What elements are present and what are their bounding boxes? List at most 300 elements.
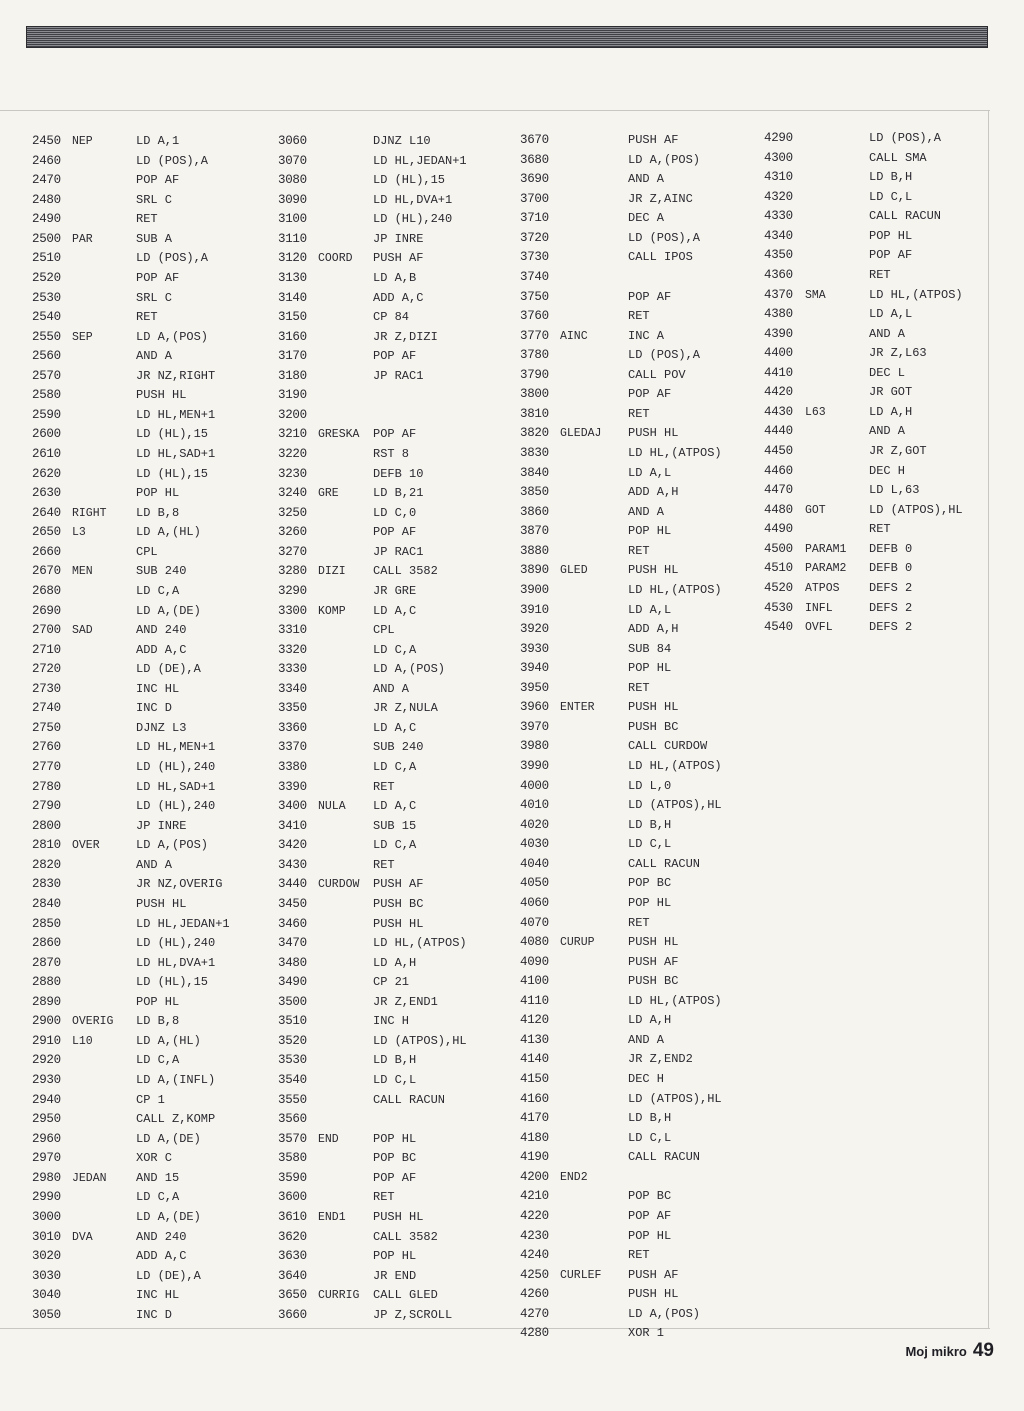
line-number: 4360	[764, 267, 793, 282]
code-instruction: RST 8	[373, 447, 410, 461]
line-number: 3360	[278, 720, 307, 735]
code-instruction: SUB 240	[373, 740, 424, 755]
code-instruction: LD A,H	[869, 404, 913, 419]
line-number: 4200	[520, 1169, 549, 1184]
code-instruction: LD (HL),240	[373, 212, 453, 227]
line-number: 3970	[520, 719, 549, 734]
line-number: 2990	[32, 1190, 61, 1205]
code-instruction: LD A,(DE)	[136, 603, 201, 618]
code-instruction: POP HL	[628, 524, 672, 539]
code-instruction: LD C,0	[373, 505, 417, 520]
line-number: 3930	[520, 641, 549, 656]
code-instruction: DEC L	[869, 365, 906, 380]
line-number: 2850	[32, 916, 61, 931]
code-instruction: LD C,L	[628, 837, 672, 852]
line-number: 3300	[278, 603, 307, 618]
code-instruction: LD A,C	[373, 799, 417, 814]
code-instruction: CALL RACUN	[869, 209, 942, 224]
code-instruction: SUB 84	[628, 641, 672, 656]
code-instruction: CALL 3582	[373, 1229, 438, 1244]
line-number: 3480	[278, 955, 307, 970]
code-instruction: CALL POV	[628, 367, 686, 382]
code-instruction: POP AF	[869, 248, 913, 263]
line-number: 2610	[32, 447, 61, 461]
line-number: 4090	[520, 954, 549, 969]
line-number: 4190	[520, 1150, 549, 1165]
line-number: 2980	[32, 1170, 61, 1185]
line-number: 2670	[32, 564, 61, 579]
code-instruction: DEFS 2	[869, 600, 913, 615]
code-label: SMA	[805, 288, 826, 302]
line-number: 2930	[32, 1073, 61, 1087]
code-instruction: LD A,(DE)	[136, 1209, 201, 1224]
line-number: 3750	[520, 289, 549, 304]
code-label: GRE	[318, 487, 339, 501]
code-instruction: JP Z,SCROLL	[373, 1307, 453, 1322]
line-number: 4230	[520, 1228, 549, 1243]
line-number: 4010	[520, 798, 549, 813]
code-label: OVFL	[805, 621, 833, 635]
code-instruction: JR Z,L63	[869, 346, 927, 361]
code-instruction: LD A,(INFL)	[136, 1073, 216, 1087]
code-instruction: LD B,H	[869, 170, 913, 185]
code-instruction: LD (POS),A	[136, 153, 209, 168]
code-instruction: ADD A,H	[628, 485, 679, 500]
code-instruction: SUB 15	[373, 818, 417, 833]
line-number: 3730	[520, 250, 549, 265]
code-instruction: LD HL,SAD+1	[136, 447, 216, 461]
line-number: 3490	[278, 975, 307, 990]
code-instruction: PUSH HL	[136, 896, 187, 911]
code-instruction: LD A,(HL)	[136, 525, 201, 540]
code-instruction: INC D	[136, 701, 173, 716]
line-number: 4450	[764, 444, 793, 458]
code-instruction: POP AF	[373, 525, 417, 540]
code-instruction: DEC H	[869, 463, 906, 478]
code-instruction: CALL GLED	[373, 1288, 438, 1303]
line-number: 4430	[764, 404, 793, 419]
line-number: 3200	[278, 407, 307, 422]
code-instruction: JR Z,END1	[373, 994, 438, 1009]
code-instruction: DEFB 10	[373, 466, 424, 481]
line-number: 3000	[32, 1209, 61, 1224]
line-number: 3280	[278, 564, 307, 579]
line-number: 2860	[32, 936, 61, 951]
line-number: 2810	[32, 838, 61, 853]
line-number: 2740	[32, 701, 61, 716]
line-number: 3660	[278, 1307, 307, 1322]
line-number: 3050	[32, 1307, 61, 1322]
code-instruction: LD A,(POS)	[136, 838, 209, 853]
line-number: 4120	[520, 1013, 549, 1028]
code-instruction: JR Z,AINC	[628, 191, 693, 206]
code-instruction: POP AF	[373, 349, 417, 364]
code-instruction: SUB A	[136, 231, 173, 246]
line-number: 4060	[520, 895, 549, 910]
line-number: 3550	[278, 1092, 307, 1107]
line-number: 4350	[764, 248, 793, 263]
code-instruction: JP INRE	[373, 231, 424, 246]
code-instruction: LD (HL),240	[136, 936, 216, 951]
line-number: 2920	[32, 1053, 61, 1068]
code-instruction: PUSH HL	[628, 426, 679, 441]
code-instruction: XOR C	[136, 1151, 173, 1166]
line-number: 2800	[32, 818, 61, 833]
code-instruction: AND A	[136, 349, 173, 364]
line-number: 3160	[278, 329, 307, 344]
code-instruction: JP INRE	[136, 818, 187, 833]
line-number: 3700	[520, 191, 549, 206]
code-label: PARAM1	[805, 542, 847, 556]
code-instruction: AND A	[628, 172, 665, 187]
line-number: 2940	[32, 1092, 61, 1107]
line-number: 3960	[520, 700, 549, 715]
line-number: 3440	[278, 877, 307, 892]
code-instruction: LD B,21	[373, 486, 424, 501]
line-number: 3190	[278, 388, 307, 403]
code-instruction: LD (HL),15	[136, 427, 209, 442]
line-number: 3250	[278, 505, 307, 520]
line-number: 3410	[278, 818, 307, 833]
code-instruction: LD (DE),A	[136, 1268, 201, 1283]
line-number: 4260	[520, 1287, 549, 1302]
line-number: 2900	[32, 1014, 61, 1029]
line-number: 3020	[32, 1249, 61, 1264]
code-label: AINC	[560, 329, 588, 343]
code-label: END1	[318, 1210, 346, 1224]
code-instruction: PUSH HL	[373, 916, 424, 931]
line-number: 3710	[520, 211, 549, 226]
page-frame-bottom-rule	[0, 1328, 990, 1329]
line-number: 4280	[520, 1326, 549, 1341]
code-instruction: LD A,H	[628, 1013, 672, 1028]
page-frame-right-rule	[988, 110, 989, 1328]
line-number: 3030	[32, 1268, 61, 1283]
line-number: 4320	[764, 189, 793, 204]
code-label: GOT	[805, 503, 826, 517]
code-instruction: LD A,B	[373, 270, 417, 285]
code-label: ENTER	[560, 701, 595, 715]
line-number: 4310	[764, 170, 793, 185]
code-instruction: RET	[628, 680, 650, 695]
code-label: RIGHT	[72, 506, 107, 520]
code-instruction: DEC A	[628, 211, 665, 226]
line-number: 4380	[764, 307, 793, 322]
line-number: 3540	[278, 1073, 307, 1087]
line-number: 2450	[32, 134, 61, 148]
line-number: 4070	[520, 915, 549, 930]
code-instruction: LD B,H	[628, 817, 672, 832]
line-number: 3770	[520, 328, 549, 343]
code-instruction: LD HL,(ATPOS)	[869, 287, 963, 302]
line-number: 2730	[32, 681, 61, 696]
line-number: 4000	[520, 778, 549, 793]
line-number: 2960	[32, 1131, 61, 1146]
code-instruction: INC A	[628, 328, 665, 343]
code-label: NULA	[318, 800, 346, 814]
code-instruction: CALL RACUN	[628, 1150, 701, 1165]
code-instruction: PUSH HL	[628, 935, 679, 950]
line-number: 3460	[278, 916, 307, 931]
line-number: 4130	[520, 1032, 549, 1047]
code-instruction: LD A,(DE)	[136, 1131, 201, 1146]
line-number: 3990	[520, 759, 549, 773]
line-number: 3270	[278, 544, 307, 559]
line-number: 2630	[32, 486, 61, 501]
line-number: 4520	[764, 580, 793, 595]
line-number: 3810	[520, 406, 549, 421]
line-number: 3820	[520, 426, 549, 441]
code-label: JEDAN	[72, 1171, 107, 1185]
code-instruction: LD HL,JEDAN+1	[136, 916, 230, 931]
line-number: 3210	[278, 427, 307, 442]
code-instruction: INC HL	[136, 1288, 180, 1303]
code-instruction: ADD A,C	[373, 290, 424, 305]
code-instruction: XOR 1	[628, 1326, 665, 1341]
line-number: 2780	[32, 779, 61, 794]
line-number: 3620	[278, 1229, 307, 1244]
code-instruction: AND A	[869, 424, 906, 439]
code-label: SEP	[72, 330, 93, 344]
code-instruction: PUSH HL	[628, 700, 679, 715]
code-instruction: POP HL	[136, 486, 180, 501]
line-number: 4180	[520, 1130, 549, 1145]
code-instruction: PUSH HL	[628, 563, 679, 578]
code-label: PAR	[72, 232, 93, 246]
code-instruction: LD L,0	[628, 778, 672, 793]
line-number: 2790	[32, 799, 61, 814]
code-instruction: LD C,A	[136, 1053, 180, 1068]
line-number: 4210	[520, 1189, 549, 1204]
code-instruction: PUSH AF	[373, 251, 424, 266]
line-number: 4390	[764, 326, 793, 341]
code-instruction: LD A,(POS)	[628, 152, 701, 167]
line-number: 4480	[764, 502, 793, 517]
line-number: 3430	[278, 857, 307, 872]
code-instruction: LD B,8	[136, 505, 180, 520]
code-instruction: INC H	[373, 1014, 410, 1029]
page-number: 49	[972, 1340, 994, 1361]
code-instruction: LD HL,(ATPOS)	[628, 446, 722, 460]
code-instruction: JR GRE	[373, 583, 417, 598]
line-number: 2820	[32, 857, 61, 872]
code-instruction: LD HL,(ATPOS)	[373, 936, 467, 951]
code-instruction: LD (ATPOS),HL	[628, 1091, 722, 1106]
code-instruction: LD HL,(ATPOS)	[628, 993, 722, 1008]
code-instruction: PUSH AF	[628, 954, 679, 969]
code-label: END2	[560, 1170, 588, 1184]
code-instruction: AND 15	[136, 1170, 180, 1185]
code-label: L3	[72, 526, 86, 540]
line-number: 3470	[278, 936, 307, 951]
code-instruction: LD C,A	[136, 1190, 180, 1205]
code-label: END	[318, 1132, 339, 1146]
code-instruction: CALL CURDOW	[628, 739, 708, 754]
line-number: 3390	[278, 779, 307, 794]
code-instruction: ADD A,C	[136, 1249, 187, 1264]
line-number: 2880	[32, 975, 61, 990]
line-number: 4490	[764, 522, 793, 537]
code-instruction: LD C,L	[373, 1073, 417, 1087]
line-number: 3890	[520, 563, 549, 578]
code-instruction: DEFS 2	[869, 620, 913, 635]
line-number: 3080	[278, 173, 307, 188]
code-instruction: DEFB 0	[869, 541, 913, 556]
code-instruction: LD HL,MEN+1	[136, 740, 216, 755]
line-number: 3010	[32, 1229, 61, 1244]
code-instruction: CALL SMA	[869, 150, 927, 165]
line-number: 2620	[32, 466, 61, 481]
code-instruction: AND A	[628, 504, 665, 519]
code-instruction: JR END	[373, 1268, 417, 1283]
line-number: 3610	[278, 1209, 307, 1224]
code-instruction: INC HL	[136, 681, 180, 696]
line-number: 3800	[520, 387, 549, 402]
code-label: DIZI	[318, 565, 346, 579]
line-number: 3290	[278, 583, 307, 598]
line-number: 4150	[520, 1072, 549, 1086]
line-number: 3310	[278, 623, 307, 638]
code-instruction: AND A	[869, 326, 906, 341]
code-instruction: ADD A,C	[136, 642, 187, 657]
code-instruction: LD C,A	[136, 583, 180, 598]
line-number: 4410	[764, 365, 793, 380]
line-number: 2480	[32, 192, 61, 207]
code-instruction: ADD A,H	[628, 622, 679, 637]
line-number: 2680	[32, 583, 61, 598]
code-instruction: LD (HL),15	[136, 975, 209, 990]
code-instruction: RET	[628, 1248, 650, 1263]
line-number: 3150	[278, 310, 307, 325]
code-instruction: POP AF	[136, 270, 180, 285]
line-number: 2650	[32, 525, 61, 540]
line-number: 3330	[278, 662, 307, 677]
line-number: 3120	[278, 251, 307, 266]
code-instruction: PUSH AF	[628, 133, 679, 147]
code-instruction: JR GOT	[869, 385, 913, 400]
line-number: 3340	[278, 681, 307, 696]
line-number: 2640	[32, 505, 61, 520]
code-label: GLEDAJ	[560, 427, 602, 441]
line-number: 3110	[278, 231, 307, 246]
code-instruction: DJNZ L3	[136, 720, 187, 735]
line-number: 4220	[520, 1208, 549, 1223]
code-instruction: CP 21	[373, 975, 410, 990]
code-instruction: LD A,(POS)	[373, 662, 446, 677]
code-instruction: PUSH AF	[628, 1267, 679, 1282]
line-number: 3680	[520, 152, 549, 167]
line-number: 2500	[32, 231, 61, 246]
code-label: CURDOW	[318, 878, 360, 892]
page-frame-top-rule	[0, 110, 990, 111]
line-number: 4500	[764, 541, 793, 556]
line-number: 4020	[520, 817, 549, 832]
code-instruction: PUSH AF	[373, 877, 424, 892]
line-number: 2570	[32, 368, 61, 383]
line-number: 2510	[32, 251, 61, 266]
line-number: 2700	[32, 623, 61, 638]
code-instruction: POP AF	[628, 387, 672, 402]
code-instruction: AND 240	[136, 1229, 187, 1244]
line-number: 3320	[278, 642, 307, 657]
line-number: 2600	[32, 427, 61, 442]
line-number: 3950	[520, 680, 549, 695]
line-number: 3070	[278, 153, 307, 168]
line-number: 2490	[32, 212, 61, 227]
code-instruction: SRL C	[136, 290, 173, 305]
line-number: 2520	[32, 270, 61, 285]
code-instruction: LD (HL),15	[373, 173, 446, 188]
code-instruction: JP RAC1	[373, 368, 424, 383]
code-label: ATPOS	[805, 581, 840, 595]
code-instruction: LD (POS),A	[136, 251, 209, 266]
line-number: 2970	[32, 1151, 61, 1166]
line-number: 2690	[32, 603, 61, 618]
code-instruction: LD A,(HL)	[136, 1033, 201, 1048]
line-number: 4270	[520, 1306, 549, 1321]
line-number: 3740	[520, 269, 549, 284]
code-instruction: RET	[628, 543, 650, 558]
line-number: 2750	[32, 720, 61, 735]
line-number: 3060	[278, 134, 307, 148]
line-number: 2870	[32, 955, 61, 970]
code-instruction: POP BC	[628, 1189, 672, 1204]
code-instruction: LD A,1	[136, 134, 180, 148]
code-instruction: CALL RACUN	[373, 1092, 446, 1107]
code-instruction: CP 84	[373, 310, 410, 325]
code-instruction: POP HL	[628, 661, 672, 676]
code-instruction: POP HL	[373, 1249, 417, 1264]
code-instruction: DEC H	[628, 1072, 665, 1086]
line-number: 4340	[764, 228, 793, 243]
code-label: GLED	[560, 564, 588, 578]
code-instruction: POP HL	[136, 994, 180, 1009]
code-instruction: RET	[869, 522, 891, 537]
line-number: 3170	[278, 349, 307, 364]
code-label: INFL	[805, 601, 833, 615]
code-instruction: LD A,L	[628, 465, 672, 480]
line-number: 3040	[32, 1288, 61, 1303]
code-instruction: AND A	[136, 857, 173, 872]
code-instruction: INC D	[136, 1307, 173, 1322]
code-instruction: DEFB 0	[869, 561, 913, 576]
line-number: 3130	[278, 270, 307, 285]
code-instruction: LD C,A	[373, 760, 417, 774]
line-number: 3350	[278, 701, 307, 716]
line-number: 3830	[520, 446, 549, 460]
code-instruction: JR NZ,OVERIG	[136, 877, 223, 892]
line-number: 3230	[278, 466, 307, 481]
code-instruction: POP BC	[373, 1151, 417, 1166]
code-instruction: PUSH HL	[136, 388, 187, 403]
code-label: CURLEF	[560, 1268, 602, 1282]
code-instruction: LD (POS),A	[628, 348, 701, 363]
line-number: 4530	[764, 600, 793, 615]
code-label: CURRIG	[318, 1289, 360, 1303]
code-instruction: LD A,(POS)	[628, 1306, 701, 1321]
code-instruction: JR NZ,RIGHT	[136, 368, 216, 383]
code-instruction: LD (POS),A	[628, 230, 701, 245]
code-instruction: CALL RACUN	[628, 856, 701, 871]
code-instruction: AND A	[373, 681, 410, 696]
code-label: GRESKA	[318, 428, 360, 442]
code-instruction: POP HL	[869, 228, 913, 243]
code-label: PARAM2	[805, 562, 847, 576]
code-instruction: CALL Z,KOMP	[136, 1112, 216, 1127]
line-number: 3910	[520, 602, 549, 617]
line-number: 2770	[32, 760, 61, 774]
line-number: 3940	[520, 661, 549, 676]
